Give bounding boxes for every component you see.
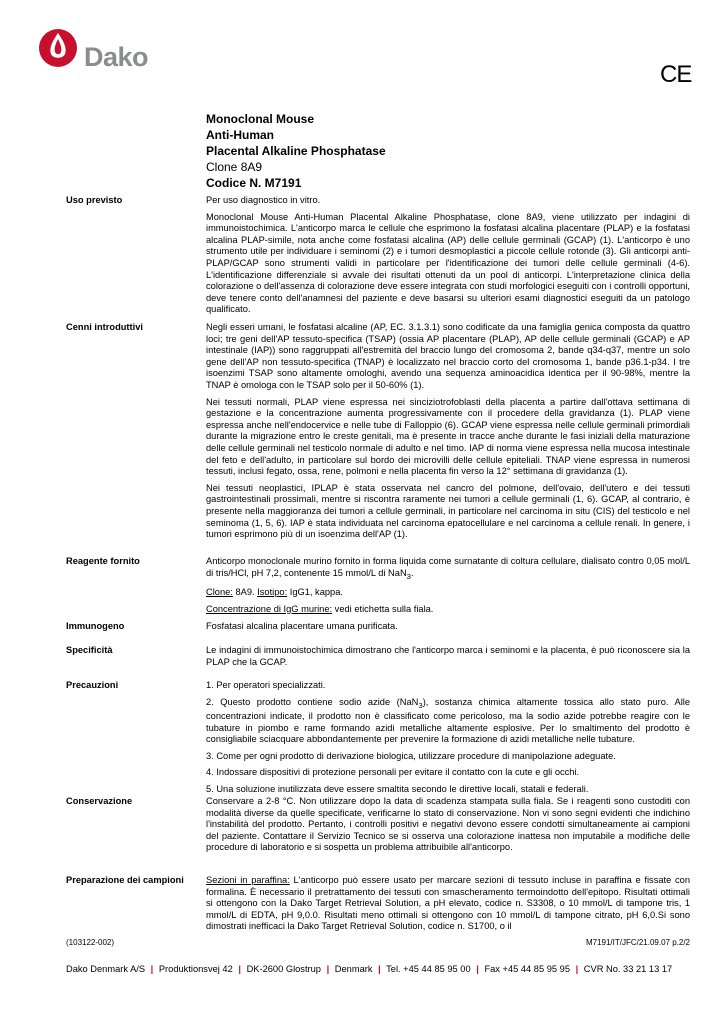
isotipo-label: Isotipo:: [257, 587, 288, 598]
subscript: 3: [418, 700, 423, 710]
paragraph: [206, 556, 690, 582]
text: .: [410, 567, 414, 578]
text: L'anticorpo può essere usato per marcare sezioni di tessuto incluse in paraffina e fissate con formalina. È necessario il pretrattamento dei tessuti con smascheramento termoindotto dell'epitopo. Risultati ottimali si ottengono con la Dako Target Retrieval Solution, a pH elevato, codice n. S3308, o 10 mmol/L di tampone tris, 1 mmol/L di EDTA, pH 9,0.0. Risultati meno ottimali si ottengono con 10 mmol/L di tampone citrato, pH 6,0.Si sono dimostrati inefficaci la Dako Target Retrieval Solution, codice n. S1700, o il: [206, 875, 690, 932]
list-item: [206, 697, 690, 746]
list-item: 1. Per operatori specializzati.: [206, 680, 326, 690]
paragraph: Le indagini di immunoistochimica dimostrano che l'anticorpo marca i seminomi e la placenta, è può riconoscere sia la PLAP che la GCAP.: [206, 645, 690, 667]
paragraph: Nei tessuti neoplastici, IPLAP è stata osservata nel cancro del polmone, dell'ovaio, dell'utero e dei tessuti gastrointestinali prossimali, mentre si riscontra raramente nei tumori a cellule germinali (1, 6). GCAP, al contrario, è presente nella maggioranza dei tumori a cellule germinali, in particolare nel carcinoma in situ (CIS) del testicolo e nel seminoma (1, 5, 6). IAP è stata individuata nel carcinoma epatocellulare e nel carcinoma a cellule renali. In genere, i tumori esprimono più di un isoenzima dell'AP (1).: [206, 482, 690, 540]
section-content: [206, 322, 690, 546]
city: DK-2600 Glostrup: [246, 964, 321, 974]
text: Anticorpo monoclonale murino fornito in forma liquida come surnatante di coltura cellulare, dialisato contro 0,05 mol/L di tris/HCl, pH 7,2, contenente 15 mmol/L di NaN: [206, 556, 690, 578]
separator: |: [326, 964, 330, 974]
separator: |: [575, 964, 579, 974]
title-clone: Clone 8A9: [206, 160, 263, 174]
paragraph: [206, 875, 690, 933]
paraffin-label: Sezioni in paraffina:: [206, 875, 290, 885]
section-label: Preparazione dei campioni: [66, 875, 184, 885]
dako-drop-icon: [38, 24, 82, 70]
section-label: Precauzioni: [66, 680, 119, 690]
cvr-number: CVR No. 33 21 13 17: [583, 964, 673, 974]
paragraph: [206, 604, 690, 616]
title-line: Placental Alkaline Phosphatase: [206, 144, 386, 158]
conc-value: vedi etichetta sulla fiala.: [332, 603, 434, 614]
dako-logo: [38, 24, 162, 74]
country: Denmark: [334, 964, 373, 974]
clone-value: 8A9.: [232, 587, 258, 598]
paragraph: Negli esseri umani, le fosfatasi alcaline (AP, EC. 3.1.3.1) sono codificate da una famiglia genica composta da quattro loci; tre geni dell'AP tessuto-specifica (TSAP) (ossia AP placentare (PLAP), AP delle cellule germinali (GCAP) e AP intestinale (IAP)) sono raggruppati all'estremità del braccio lungo del cromosoma 2, bande q34-q37, mentre un solo gene dell'AP non tessuto-specifica (TNAP) è localizzato nel braccio corto del cromosoma 1, bande p36.1-p34. I tre isoenzimi TSAP sono altamente omologhi, avendo una sequenza aminoacidica identica per il 90-98%, mentre la TNAP è omologa con le TSAP solo per il 50-60% (1).: [206, 322, 690, 390]
paragraph: Per uso diagnostico in vitro.: [206, 195, 321, 205]
separator: |: [150, 964, 154, 974]
section-content: [206, 796, 690, 859]
section-label: Reagente fornito: [66, 556, 140, 566]
fax: Fax +45 44 85 95 95: [484, 964, 570, 974]
paragraph: Monoclonal Mouse Anti-Human Placental Alkaline Phosphatase, clone 8A9, viene utilizzato per indagini di immunoistochimica. L'anticorpo marca le cellule che esprimono la fosfatasi alcalina placentare (PLAP) e la fosfatasi alcalina PLAP-simile, nota anche come fosfatasi alcalina (AP) delle cellule germinali (GCAP) (1). L'anticorpo è uno strumento utile per individuare i seminomi (2) e i tumori desmoplastici a piccole cellule rotonde (3). Gli anticorpi anti-PLAP/GCAP sono strumenti validi in particolare per l'identificazione dei tumori delle cellule germinali (4-6). L'identificazione differenziale si avvale dei risultati ottenuti da un pool di anticorpi. L'interpretazione clinica della colorazione o dell'assenza di colorazione deve essere integrata con studi morfologici eseguiti con i controlli opportuni, deve tenere conto dell'anamnesi del paziente e deve basarsi su ulteriori esami diagnostici eseguiti da un patologo qualificato.: [206, 211, 690, 315]
paragraph: Nei tessuti normali, PLAP viene espressa nei sinciziotrofoblasti della placenta a partire dall'ottava settimana di gestazione e la concentrazione aumenta progressivamente con il procedere della gravidanza (1). PLAP viene espressa anche nell'endocervice e nelle tube di Falloppio (6). GCAP viene espressa nelle cellule germinali primordiali durante la migrazione entro le creste genitali, ma è presente in tracce anche durante le fasi iniziali della maturazione delle cellule germinali nel testicolo normale di adulto e nel timo. IAP di norma viene espressa nella mucosa intestinale del feto e dell'adulto, in particolare sul bordo dei microvilli delle cellule epiteliali. TNAP viene espressa in numerosi tessuti, inclusi fegato, ossa, rene, polmoni e nella placenta fin verso la 12° settimana di gravidanza (1).: [206, 396, 690, 477]
conc-label: Concentrazione di IgG murine:: [206, 603, 333, 614]
document-id: (103122-002): [66, 938, 115, 947]
separator: |: [476, 964, 479, 974]
list-item: 3. Come per ogni prodotto di derivazione biologica, utilizzare procedure di manipolazione adeguate.: [206, 750, 616, 761]
section-label: Immunogeno: [66, 621, 125, 631]
company-name: Dako Denmark A/S: [66, 964, 146, 974]
logo-text: Dako: [84, 42, 149, 72]
section-label: Specificità: [66, 645, 113, 655]
section-content: [206, 195, 690, 321]
section-content: [206, 680, 690, 801]
subscript: 3: [406, 571, 411, 581]
list-item: 5. Una soluzione inutilizzata deve essere smaltita secondo le direttive locali, statali e federali.: [206, 784, 589, 795]
phone: Tel. +45 44 85 95 00: [386, 964, 471, 974]
page-reference: M7191/IT/JFC/21.09.07 p.2/2: [585, 938, 690, 947]
section-content: [206, 645, 690, 673]
section-content: [206, 621, 690, 638]
section-content: [206, 556, 690, 620]
text: 2. Questo prodotto contiene sodio azide (NaN: [206, 696, 419, 707]
street: Produktionsvej 42: [158, 964, 233, 974]
isotipo-value: IgG1, kappa.: [287, 587, 343, 598]
list-item: 4. Indossare dispositivi di protezione personali per evitare il contatto con la cute e gli occhi.: [206, 767, 580, 778]
section-label: Cenni introduttivi: [66, 322, 143, 332]
company-footer: [66, 964, 672, 974]
title-line: Anti-Human: [206, 128, 274, 142]
ce-mark: CE: [660, 61, 692, 88]
title-code: Codice N. M7191: [206, 176, 302, 190]
clone-label: Clone:: [206, 587, 233, 598]
paragraph: Fosfatasi alcalina placentare umana purificata.: [206, 621, 398, 631]
separator: |: [378, 964, 381, 974]
title-line: Monoclonal Mouse: [206, 112, 314, 126]
product-title: [206, 111, 386, 191]
section-label: Conservazione: [66, 796, 133, 806]
separator: |: [238, 964, 241, 974]
section-content: [206, 875, 690, 938]
text: ), sostanza chimica altamente tossica allo stato puro. Alle concentrazioni indicate, il prodotto non è classificato come pericoloso, ma la sodio azide potrebbe reagire con le tubature in piombo e rame formando azidi metalliche altamente esplosive. Per lo smaltimento del prodotto è consigliabile sciacquare abbondantemente per prevenire la formazione di azidi metalliche nelle tubature.: [206, 696, 690, 745]
section-label: Uso previsto: [66, 195, 123, 205]
paragraph: [206, 587, 690, 599]
paragraph: Conservare a 2-8 °C. Non utilizzare dopo la data di scadenza stampata sulla fiala. Se i reagenti sono custoditi con modalità diverse da quelle specificate, verificarne lo stato di conservazione. Non vi sono segni evidenti che indichino l'instabilità del prodotto. Pertanto, i controlli positivi e negativi devono essere condotti simultaneamente ai campioni del paziente. Contattare il Servizio Tecnico se si osserva una colorazione inattesa non imputabile a modifiche delle procedure di laboratorio e si sospetta un problema attribuibile all'anticorpo.: [206, 796, 690, 853]
